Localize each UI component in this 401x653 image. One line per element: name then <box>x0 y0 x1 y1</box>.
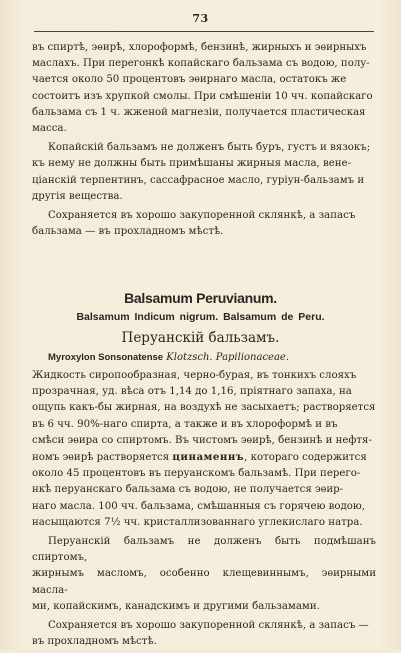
header-rule <box>34 31 374 32</box>
text-block-bottom <box>32 368 376 653</box>
emphasized-term: цинаменнъ <box>172 451 245 464</box>
page-number: 73 <box>192 12 209 25</box>
text-line: жирнымъ масломъ, особенно клещевиннымъ, эѳирными масла- <box>32 568 376 596</box>
paragraph <box>32 368 376 449</box>
source-plant <box>48 352 378 363</box>
paragraph <box>32 618 376 650</box>
paragraph <box>32 208 376 240</box>
heading-russian: Перуанскій бальзамъ. <box>121 330 280 346</box>
text-line: ощупь какъ-бы жирная, на воздухѣ не засыхаетъ; растворяется <box>32 402 376 414</box>
heading-synonyms: Balsamum Indicum nigrum. Balsamum de Peru. <box>76 311 325 323</box>
text-line: смѣси эѳира со спиртомъ. Въ чистомъ эѳирѣ, бензинѣ и нефтя- <box>32 434 372 446</box>
text-line: Сохраняется въ хорошо закупоренной склянкѣ, а запасъ <box>48 210 356 222</box>
text-line: въ 6 чч. 90%-наго спирта, а также и въ хлороформѣ и въ <box>32 418 338 430</box>
text-line: къ нему не должны быть примѣшаны жирныя масла, вене- <box>32 158 352 170</box>
paragraph <box>32 140 376 205</box>
text-line: въ спиртѣ, эѳирѣ, хлороформѣ, бензинѣ, жирныхъ и эѳирныхъ <box>32 42 367 53</box>
text-block-top <box>32 40 376 243</box>
text-line: Перуанскій бальзамъ не долженъ быть подмѣшанъ спиртомъ, <box>32 536 376 564</box>
text-line: ціанскій терпентинъ, сассафрасное масло, гурiун-бальзамъ и <box>32 174 365 186</box>
text-line: Копайскій бальзамъ не долженъ быть буръ, густъ и вязокъ; <box>48 142 371 154</box>
text-line: прозрачная, уд. вѣса отъ 1,14 до 1,16, пріятнаго запаха, на <box>32 386 352 398</box>
text-line: Жидкость сиропообразная, черно-бурая, въ тонкихъ слояхъ <box>32 370 357 381</box>
text-fragment: , котораго содержится <box>244 452 367 464</box>
text-line: бальзама — въ прохладномъ мѣстѣ. <box>32 226 224 238</box>
text-line: другія вещества. <box>32 190 123 202</box>
text-line: нкѣ перуанскаго бальзама съ водою, не получается эѳир- <box>32 484 344 496</box>
source-genus: Myroxylon Sonsonatense <box>48 352 164 363</box>
text-line: бальзама съ 1 ч. жженой магнезіи, получается пластическая <box>32 106 366 118</box>
text-line: наго масла. 100 чч. бальзама, смѣшанныя съ горячею водою, <box>32 500 366 512</box>
text-line: чается около 50 процентовъ эѳирнаго масла, остатокъ же <box>32 74 347 86</box>
text-line: насыщаются 7½ чч. кристаллизованнаго углекислаго натра. <box>32 516 363 528</box>
source-author: Klotzsch. Papilionaceae. <box>166 352 290 363</box>
text-line: состоитъ изъ хрупкой смолы. При смѣшеніи 10 чч. копайскаго <box>32 90 373 102</box>
text-line: около 45 процентовъ въ перуанскомъ бальзамѣ. При перего- <box>32 468 361 480</box>
heading-latin: Balsamum Peruvianum. <box>124 290 277 306</box>
paragraph <box>32 449 376 531</box>
paragraph <box>32 40 376 137</box>
paragraph <box>32 534 376 615</box>
text-line: въ прохладномъ мѣстѣ. <box>32 636 157 648</box>
text-line: Сохраняется въ хорошо закупоренной склянкѣ, а запасъ — <box>48 620 369 632</box>
text-fragment: номъ эѳирѣ растворяется <box>32 452 170 464</box>
text-line: ми, копайскимъ, канадскимъ и другими бальзамами. <box>32 600 320 612</box>
text-line: маслахъ. При перегонкѣ копайскаго бальзама съ водою, полу- <box>32 58 370 70</box>
text-line <box>32 449 376 466</box>
text-line: масса. <box>32 123 67 135</box>
